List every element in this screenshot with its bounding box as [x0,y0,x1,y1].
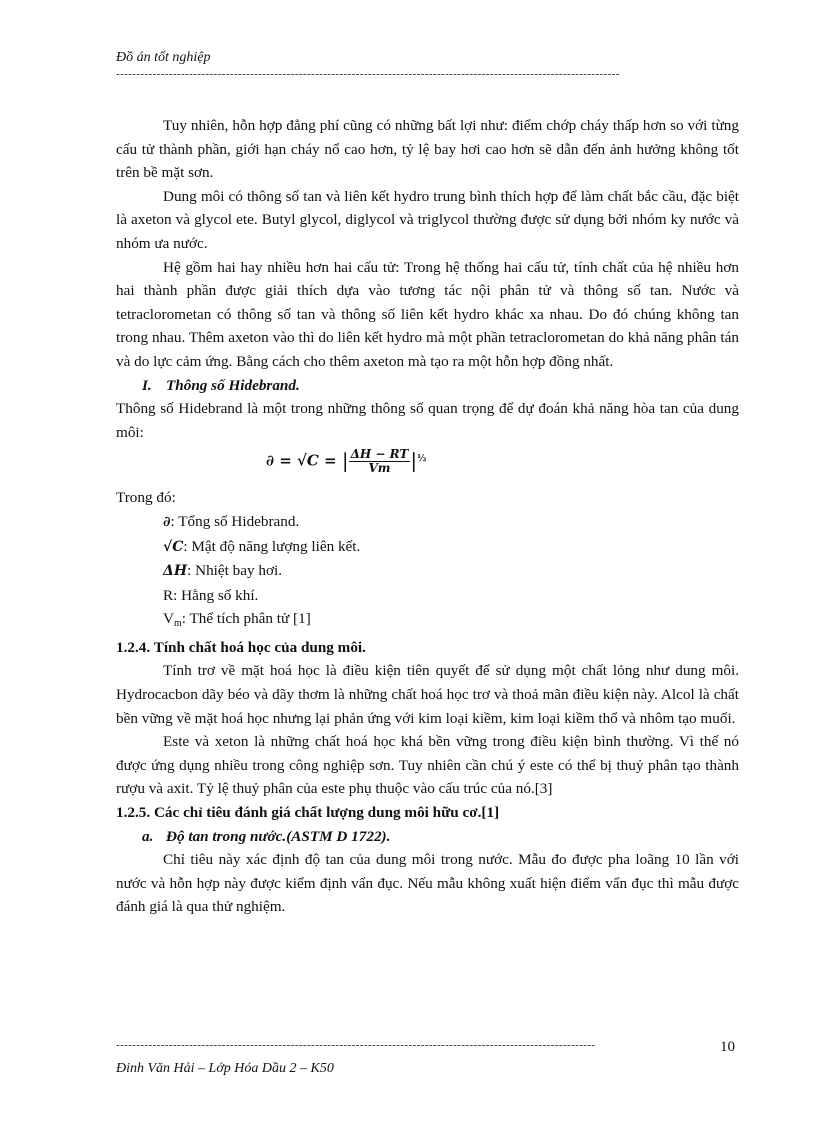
heading-marker: a. [142,827,154,845]
heading-text: Thông số Hidebrand. [166,376,300,394]
subsection-heading-a [116,825,739,849]
paragraph: Thông số Hidebrand là một trong những thông số quan trọng để dự đoán khả năng hòa tan của dung môi: [116,400,739,441]
symbol-item: √C: Mật độ năng lượng liên kết. [163,537,361,555]
symbol-item: ∂: Tổng số Hidebrand. [163,512,300,530]
symbol: ∂ [163,513,171,530]
paragraph: Tuy nhiên, hỗn hợp đẳng phí cũng có những bất lợi như: điểm chớp cháy thấp hơn so với từng cấu tử thành phần, giới hạn cháy nổ cao hơn, tỷ lệ bay hơi cao hơn sẽ dẫn đến ảnh hưởng không tốt trên bề mặt sơn. [116,117,739,182]
footer-author: Đinh Văn Hải – Lớp Hóa Dầu 2 – K50 [116,1061,334,1076]
symbol: ΔH [163,563,188,580]
paragraph: Hệ gồm hai hay nhiều hơn hai cấu tử: Trong hệ thống hai cấu tử, tính chất của hệ nhiều hơn hai thành phần được giải thích dựa vào tương tác nội phân tử và thông số tan. Nước và tetraclorometan có thông số tan và thông số liên kết hydro khác xa nhau. Do đó chúng không tan trong nhau. Thêm axeton vào thì do liên kết hydro mà một phần tetraclorometan do khả năng phân tán và do lực cảm ứng. Bằng cách cho thêm axeton mà tạo ra một hỗn hợp đồng nhất. [116,258,739,370]
equation-exponent: ½ [417,454,427,465]
symbol-item: ΔH: Nhiệt bay hơi. [163,562,283,580]
symbol-item: R: Hằng số khí. [163,586,259,604]
page-number: 10 [720,1039,735,1055]
where-label: Trong đó: [116,489,176,507]
header-rule: ---------------------------------------------------------------------------------------------------------------------------- [116,68,620,80]
symbol: √C [163,538,184,555]
page-header-title: Đồ án tốt nghiệp [116,50,211,65]
symbol: R [163,586,174,604]
hidebrand-equation: ∂ = √C = | $\frac{\Delta H - RT}{Vm}$ $|^{\frac{1}{2}}$ [266,447,427,476]
paragraph: Dung môi có thông số tan và liên kết hydro trung bình thích hợp để làm chất bắc cầu, đặc biệt là axeton và glycol ete. Butyl glycol, diglycol và triglycol thường được sử dụng bởi nhóm ky nước và nhóm ưa nước. [116,187,739,252]
paragraph: Tính trơ về mặt hoá học là điều kiện tiên quyết để sử dụng một chất lỏng như dung môi. Hydrocacbon dãy béo và dãy thơm là những chất hoá học trơ và thoả mãn điều kiện này. Alcol là chất bền vững về mặt hoá học nhưng lại phản ứng với kim loại kiềm, kim loại kiềm thổ và nhôm tạo muối. [116,662,739,727]
paragraph: Este và xeton là những chất hoá học khá bền vững trong điều kiện bình thường. Vì thế nó được ứng dụng nhiều trong công nghiệp sơn. Tuy nhiên cần chú ý este có thể bị thuỷ phân tạo thành rượu và axit. Tỷ lệ thuỷ phân của este phụ thuộc vào cấu trúc của nó.[3] [116,733,739,798]
section-heading-hidebrand [116,374,739,398]
paragraph: Chỉ tiêu này xác định độ tan của dung môi trong nước. Mẫu đo được pha loãng 10 lần với nước và hỗn hợp này được kiểm định vẩn đục. Nếu mẫu không xuất hiện điểm vẩn đục thì mẫu được đánh giá là qua thử nghiệm. [116,851,739,916]
heading-marker: I. [142,376,152,394]
equation-lhs: ∂ = √C = [266,451,337,470]
equation-denominator: Vm [368,461,391,476]
equation-numerator: ΔH − RT [350,447,409,462]
heading-text: Độ tan trong nước.(ASTM D 1722). [166,827,391,845]
section-heading-1-2-5: 1.2.5. Các chỉ tiêu đánh giá chất lượng dung môi hữu cơ.[1] [116,804,500,822]
symbol-list [116,510,739,636]
page-content [116,114,739,919]
section-heading-1-2-4: 1.2.4. Tính chất hoá học của dung môi. [116,638,366,656]
footer-rule: ---------------------------------------------------------------------------------------------------------------------- [116,1039,596,1051]
symbol-item: $V_m$: Thể tích phân tử [1] [163,610,311,630]
symbol: V [163,610,174,628]
